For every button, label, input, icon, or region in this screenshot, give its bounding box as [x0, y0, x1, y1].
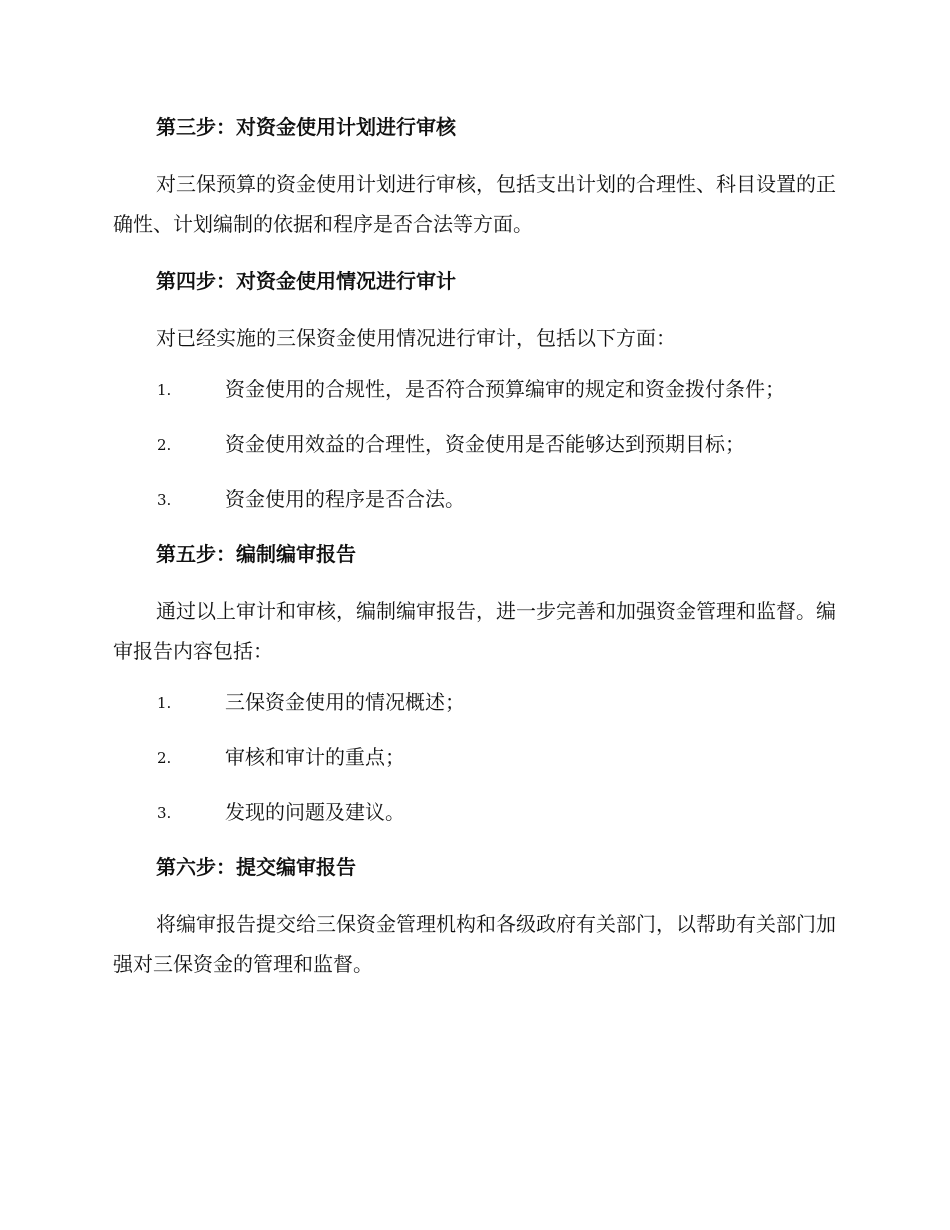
document-body [113, 110, 838, 984]
step4-heading: 第四步：对资金使用情况进行审计 [156, 269, 456, 293]
list-item [113, 795, 838, 850]
list-item-number: 1. [157, 381, 172, 399]
step6-paragraph: 将编审报告提交给三保资金管理机构和各级政府有关部门，以帮助有关部门加强对三保资金的管理和监督。 [113, 912, 836, 976]
list-item-text: 资金使用的程序是否合法。 [225, 487, 465, 511]
list-item-text: 三保资金使用的情况概述； [225, 690, 465, 714]
list-item-text: 发现的问题及建议。 [225, 800, 405, 824]
step5-list [113, 685, 838, 850]
step5-paragraph: 通过以上审计和审核，编制编审报告，进一步完善和加强资金管理和监督。编审报告内容包括： [113, 599, 836, 663]
list-item-number: 3. [157, 491, 172, 509]
list-item-number: 3. [157, 804, 172, 822]
list-item [113, 482, 838, 537]
list-item [113, 685, 838, 740]
list-item-text: 资金使用的合规性，是否符合预算编审的规定和资金拨付条件； [225, 377, 785, 401]
list-item-text: 审核和审计的重点； [225, 745, 405, 769]
list-item-text: 资金使用效益的合理性，资金使用是否能够达到预期目标； [225, 432, 745, 456]
step6-heading: 第六步：提交编审报告 [156, 855, 356, 879]
list-item-number: 1. [157, 694, 172, 712]
step5-heading: 第五步：编制编审报告 [156, 542, 356, 566]
list-item-number: 2. [157, 436, 172, 454]
step4-paragraph: 对已经实施的三保资金使用情况进行审计，包括以下方面： [156, 326, 676, 350]
list-item-number: 2. [157, 749, 172, 767]
step3-paragraph: 对三保预算的资金使用计划进行审核，包括支出计划的合理性、科目设置的正确性、计划编制的依据和程序是否合法等方面。 [113, 172, 836, 236]
list-item [113, 740, 838, 795]
list-item [113, 427, 838, 482]
step3-heading: 第三步：对资金使用计划进行审核 [156, 115, 456, 139]
step4-list [113, 372, 838, 537]
list-item [113, 372, 838, 427]
